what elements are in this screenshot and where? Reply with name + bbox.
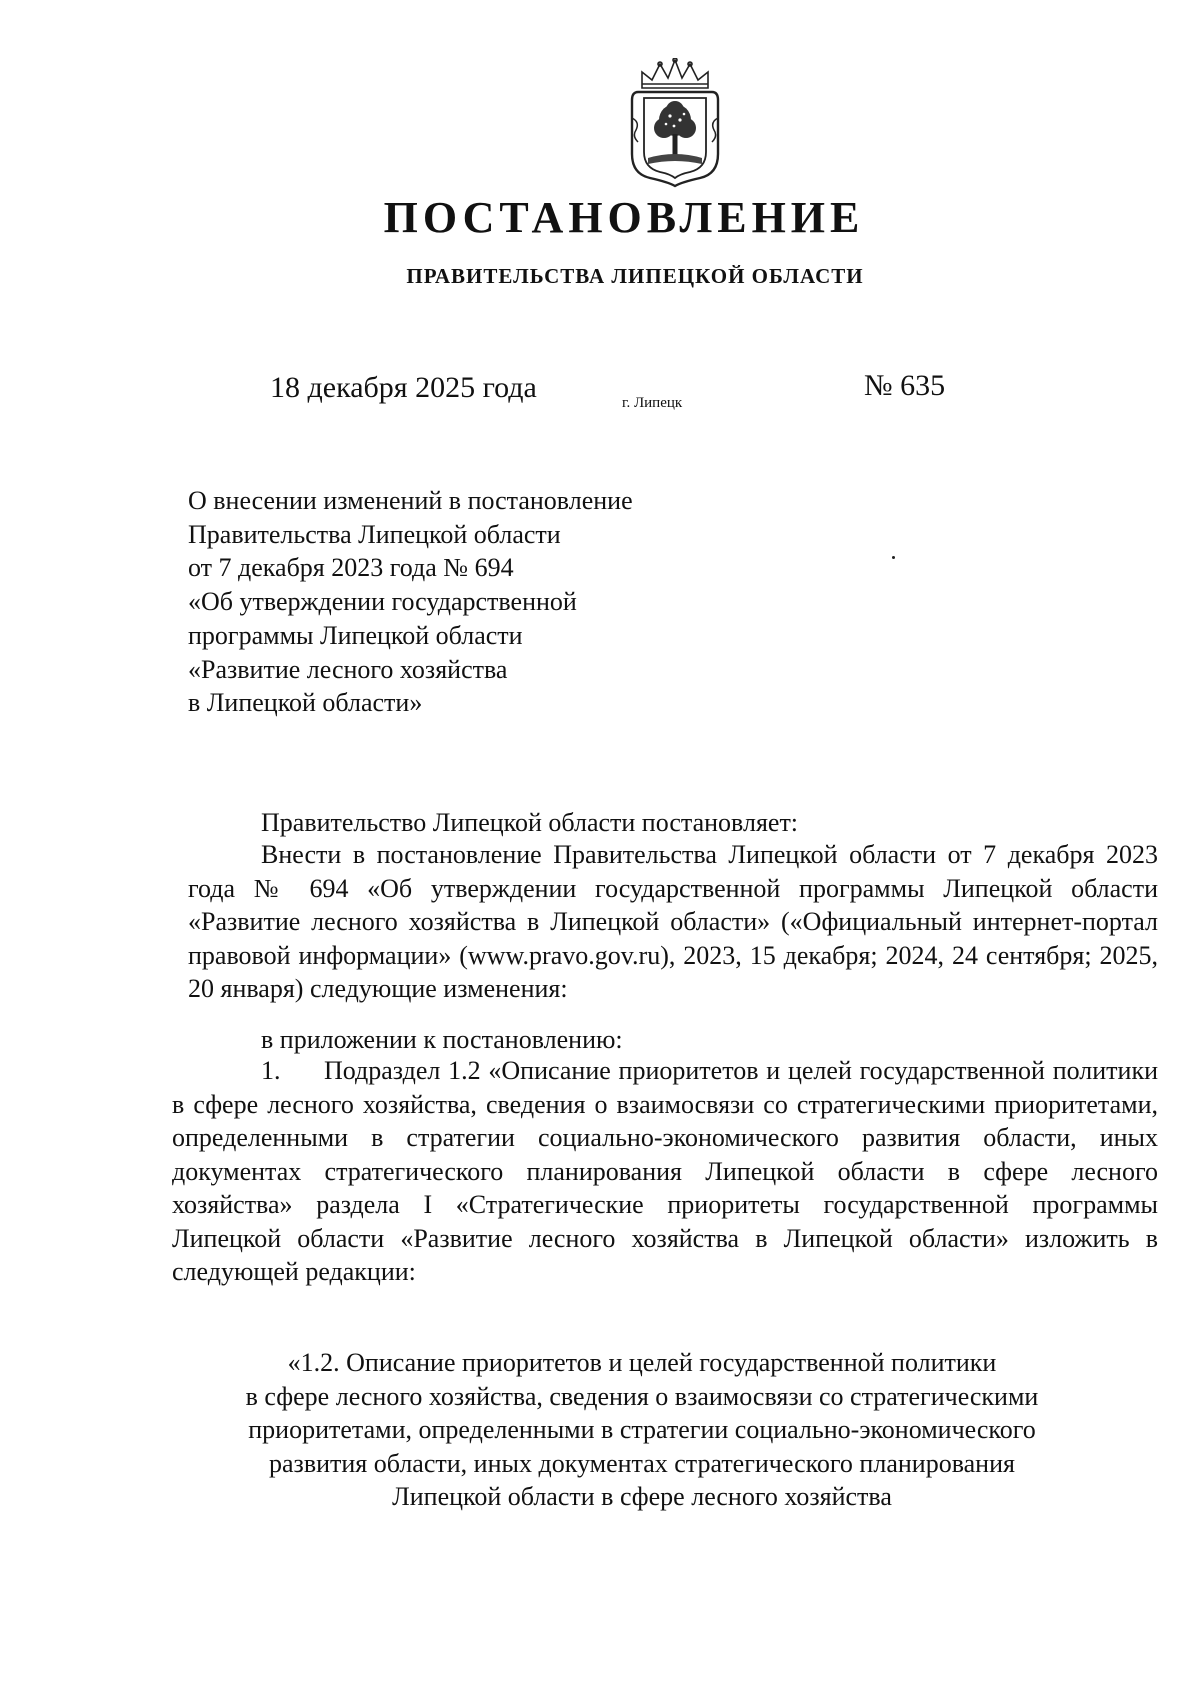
subject-line: от 7 декабря 2023 года № 694 bbox=[188, 553, 514, 583]
item-number: 1. bbox=[261, 1056, 281, 1085]
subject-line: Правительства Липецкой области bbox=[188, 519, 561, 549]
heading-line: «1.2. Описание приоритетов и целей государственной политики bbox=[287, 1348, 997, 1377]
heading-line: в сфере лесного хозяйства, сведения о взаимосвязи со стратегическими bbox=[245, 1381, 1039, 1411]
subject-line: в Липецкой области» bbox=[188, 688, 423, 718]
document-city: г. Липецк bbox=[622, 395, 683, 411]
amendment-paragraph: Внести в постановление Правительства Липецкой области от 7 декабря 2023 года № 694 «Об утверждении государственной программы Липецкой области «Развитие лесного хозяйства в Липецкой области» («Официальный интернет-портал правовой информации» (www.pravo.gov.ru), 2023, 15 декабря; 2024, 24 сентября; 2025, 20 января) следующие изменения: bbox=[188, 840, 1158, 1003]
subject-line: «Развитие лесного хозяйства bbox=[188, 654, 508, 684]
subject-line: «Об утверждении государственной bbox=[188, 587, 577, 617]
document-subject bbox=[188, 484, 633, 720]
document-date: 18 декабря 2025 года bbox=[270, 371, 537, 404]
issuing-authority: ПРАВИТЕЛЬСТВА ЛИПЕЦКОЙ ОБЛАСТИ bbox=[406, 264, 864, 288]
decree-statement: Правительство Липецкой области постановляет: bbox=[261, 808, 799, 837]
document-number: № 635 bbox=[864, 369, 946, 402]
appendix-intro: в приложении к постановлению: bbox=[261, 1025, 623, 1054]
amendment-item bbox=[172, 1054, 1158, 1289]
subject-line: программы Липецкой области bbox=[188, 620, 523, 650]
coat-of-arms-emblem bbox=[628, 58, 722, 188]
quoted-section-heading bbox=[0, 1346, 1200, 1514]
heading-line: приоритетами, определенными в стратегии социально-экономического bbox=[248, 1415, 1036, 1444]
heading-line: Липецкой области в сфере лесного хозяйства bbox=[392, 1482, 892, 1511]
subject-line: О внесении изменений в постановление bbox=[188, 486, 633, 515]
stray-mark bbox=[892, 556, 895, 559]
document-title: ПОСТАНОВЛЕНИЕ bbox=[383, 193, 865, 242]
item-text: Подраздел 1.2 «Описание приоритетов и целей государственной политики в сфере лесного хозяйства, сведения о взаимосвязи со стратегическими приоритетами, определенными в стратегии социально-экономического развития области, иных документах стратегического планирования Липецкой области в сфере лесного хозяйства» раздела I «Стратегические приоритеты государственной программы Липецкой области «Развитие лесного хозяйства в Липецкой области» изложить в следующей редакции: bbox=[172, 1056, 1158, 1286]
heading-line: развития области, иных документах стратегического планирования bbox=[269, 1448, 1015, 1478]
